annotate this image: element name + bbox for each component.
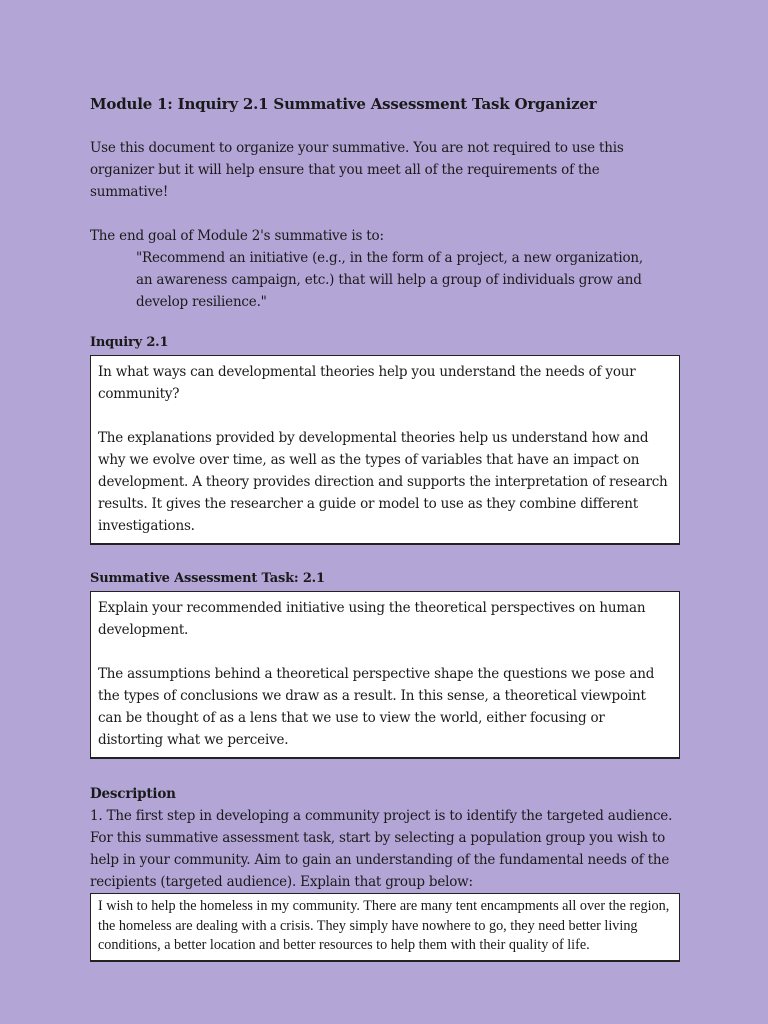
spacer bbox=[90, 313, 680, 333]
description-step1: 1. The first step in developing a community project is to identify the targeted audience. For this summative assessment task, start by selecting a population group you wish to help in your community. Aim to gain an understanding of the fundamental needs of the recipients (targeted audience). Explain that group below: bbox=[90, 808, 673, 890]
description-label: Description bbox=[90, 786, 176, 802]
document-page bbox=[90, 93, 680, 962]
inquiry-answer: The explanations provided by developmental theories help us understand how and why we evolve over time, as well as the types of variables that have an impact on development. A theory provides direction and supports the interpretation of research results. It gives the researcher a guide or model to use as they combine different investigations. bbox=[98, 430, 668, 534]
inquiry-box[interactable] bbox=[90, 355, 680, 545]
inquiry-question: In what ways can developmental theories help you understand the needs of your community? bbox=[98, 364, 636, 402]
goal-lead: The end goal of Module 2's summative is to: bbox=[90, 228, 384, 244]
spacer bbox=[90, 759, 680, 783]
summative-label: Summative Assessment Task: 2.1 bbox=[90, 571, 325, 586]
goal-quote: "Recommend an initiative (e.g., in the form of a project, a new organization, an awareness campaign, etc.) that will help a group of individuals grow and develop resilience." bbox=[136, 250, 644, 310]
spacer bbox=[98, 405, 672, 427]
intro-paragraph: Use this document to organize your summative. You are not required to use this organizer but it will help ensure that you meet all of the requirements of the summative! bbox=[90, 140, 624, 200]
description-answer-box[interactable] bbox=[90, 893, 680, 962]
spacer bbox=[90, 203, 680, 225]
summative-box[interactable] bbox=[90, 591, 680, 759]
document-title: Module 1: Inquiry 2.1 Summative Assessment Task Organizer bbox=[90, 95, 597, 113]
description-answer: I wish to help the homeless in my community. There are many tent encampments all over the region, the homeless are dealing with a crisis. They simply have nowhere to go, they need better living conditions, a better location and better resources to help them with their quality of life. bbox=[98, 898, 670, 953]
spacer bbox=[90, 545, 680, 569]
summative-answer: The assumptions behind a theoretical perspective shape the questions we pose and the types of conclusions we draw as a result. In this sense, a theoretical viewpoint can be thought of as a lens that we use to view the world, either focusing or distorting what we perceive. bbox=[98, 666, 655, 748]
summative-prompt: Explain your recommended initiative using the theoretical perspectives on human development. bbox=[98, 600, 646, 638]
inquiry-label: Inquiry 2.1 bbox=[90, 335, 169, 350]
spacer bbox=[98, 641, 672, 663]
